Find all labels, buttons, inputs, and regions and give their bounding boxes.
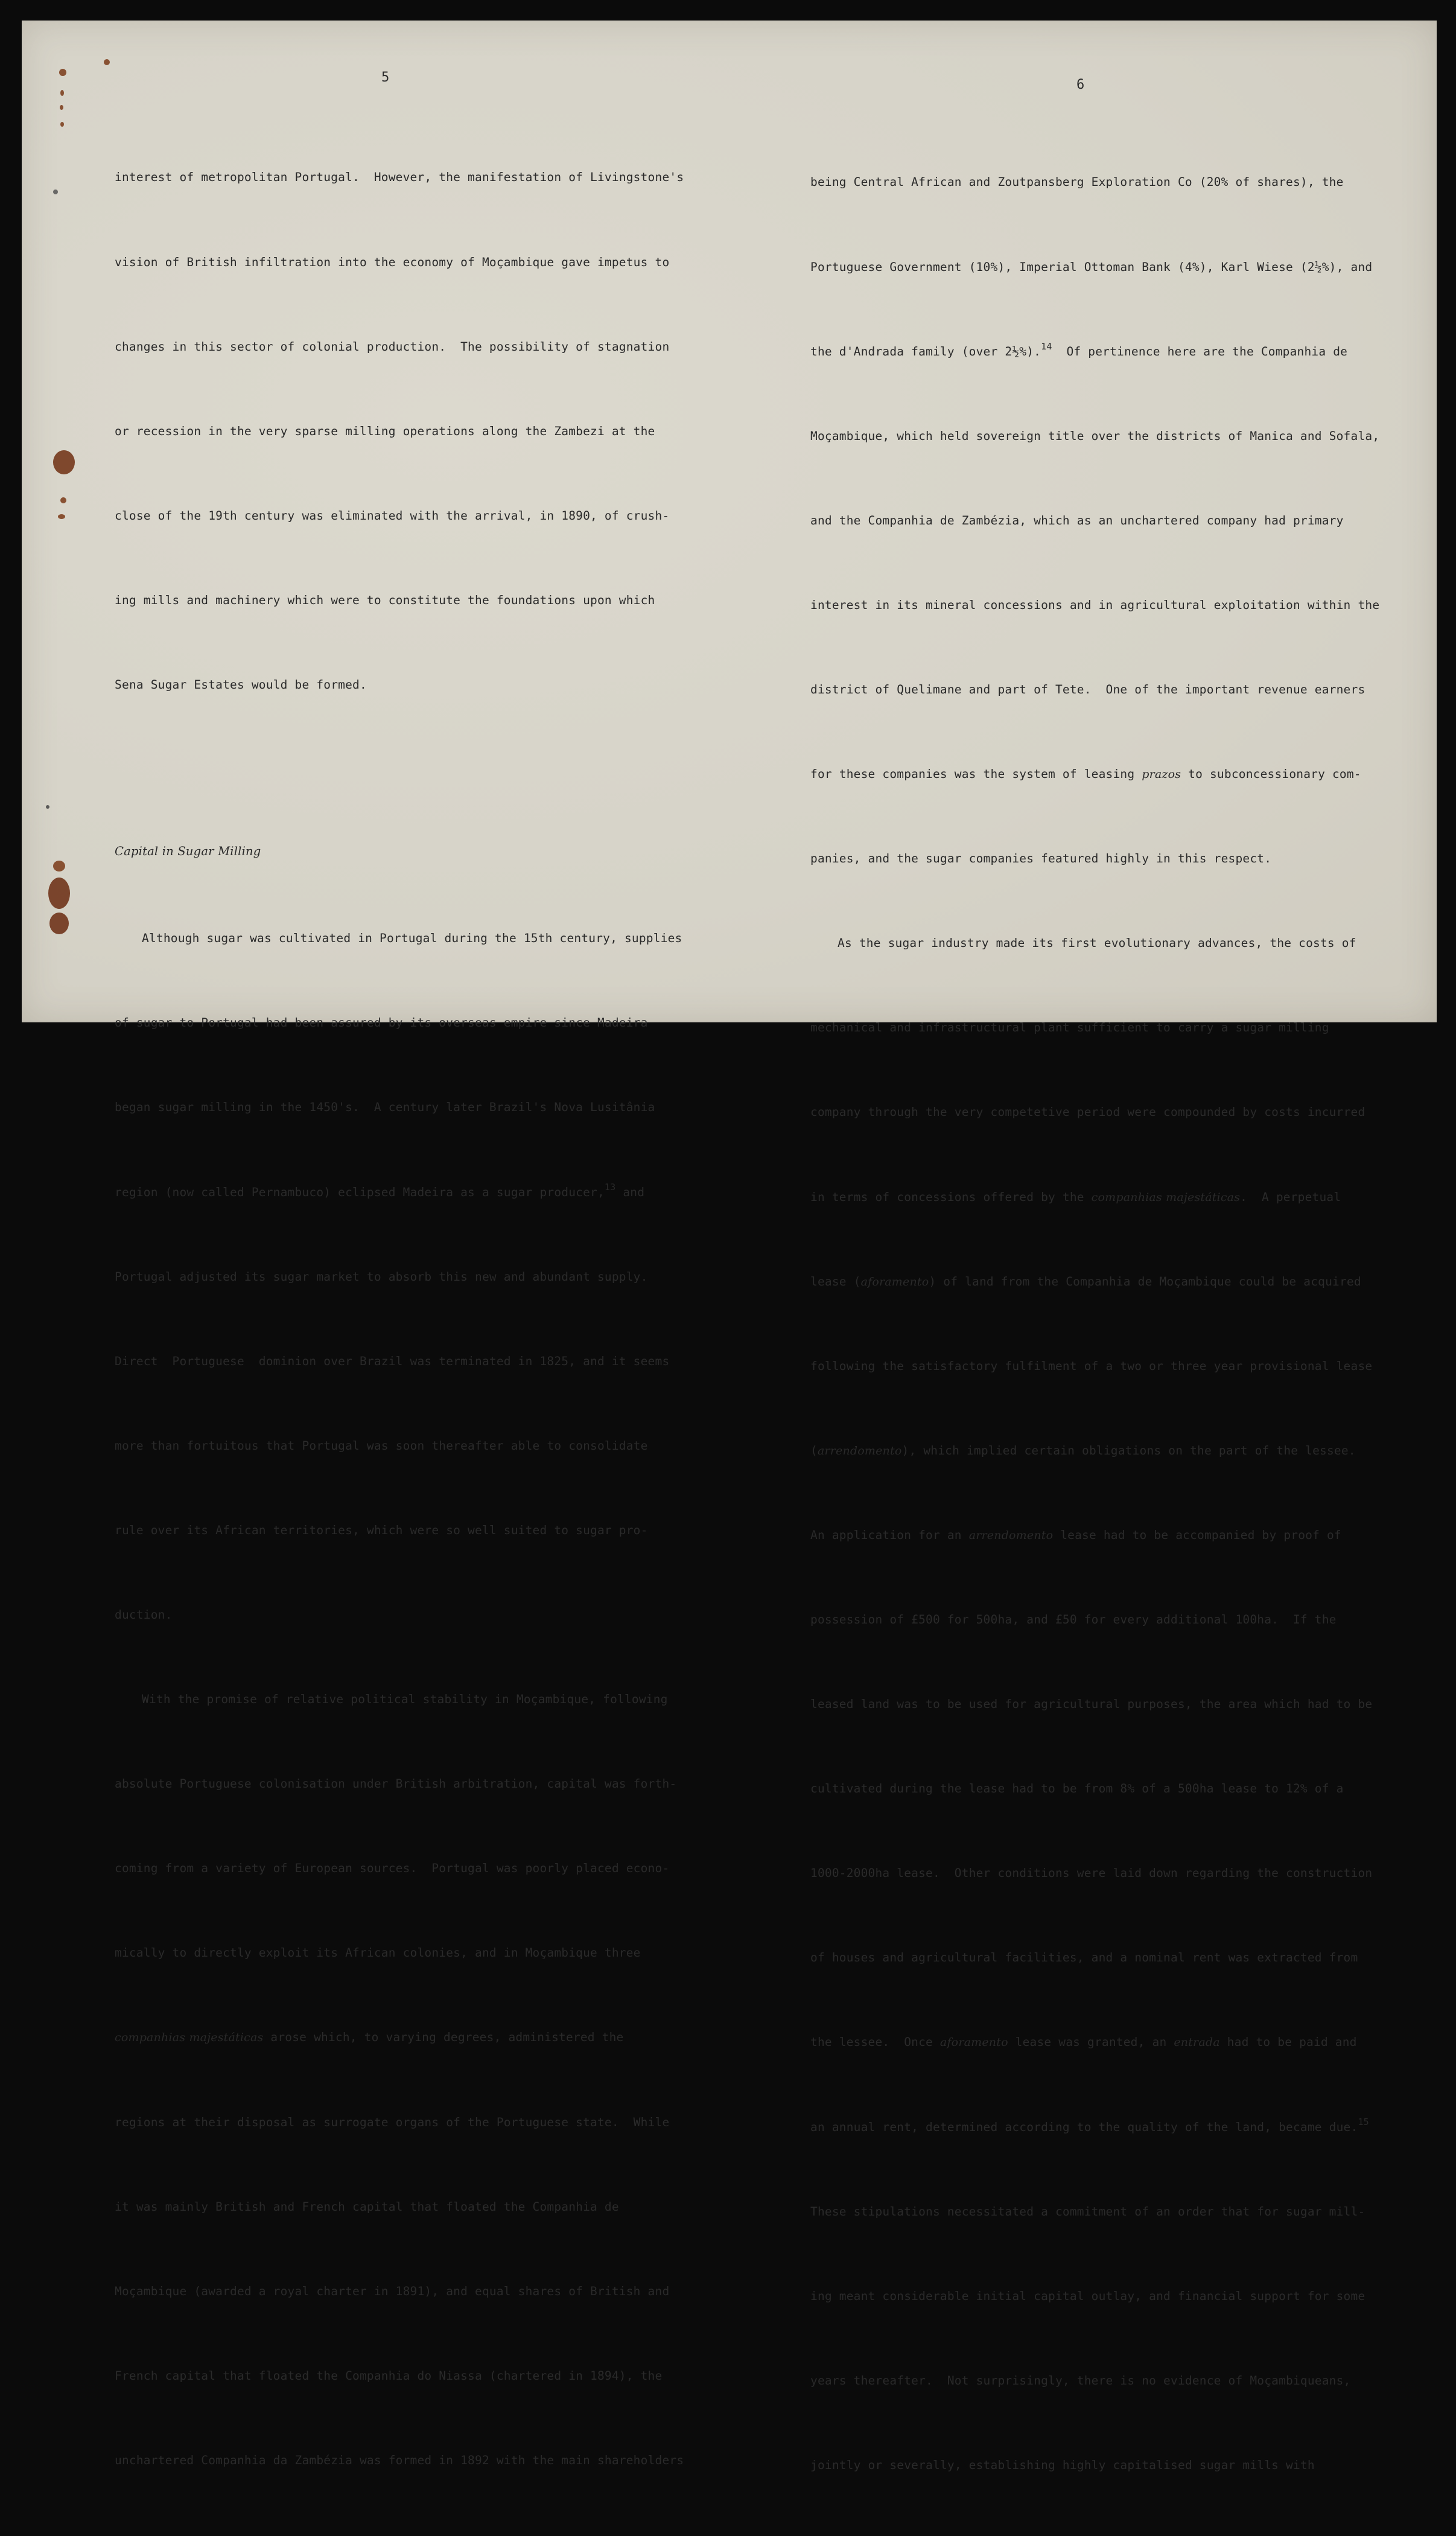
italic-term: entrada	[1174, 2036, 1220, 2050]
text-line	[810, 1268, 1379, 1296]
text-line: 1000-2000ha lease. Other conditions were laid down regarding the construction	[810, 1866, 1373, 1881]
text-line: Portugal adjusted its sugar market to absorb this new and abundant supply.	[115, 1269, 648, 1284]
text-line	[810, 1437, 1379, 1465]
text-fragment: lease had to be accompanied by proof of	[1053, 1528, 1341, 1542]
text-line: changes in this sector of colonial production. The possibility of stagnation	[115, 339, 670, 354]
page-number-left: 5	[381, 70, 390, 85]
text-line: interest in its mineral concessions and in agricultural exploitation within the	[810, 597, 1380, 612]
text-line: As the sugar industry made its first evolutionary advances, the costs of	[838, 936, 1356, 951]
stain-mark	[60, 122, 64, 127]
text-line: district of Quelimane and part of Tete. One of the important revenue earners	[810, 682, 1365, 696]
binding-hole-stain	[53, 450, 75, 474]
footnote-ref: 14	[1041, 340, 1052, 352]
text-fragment: the lessee. Once	[810, 2035, 940, 2050]
text-line: or recession in the very sparse milling operations along the Zambezi at the	[115, 424, 655, 438]
text-line: ing mills and machinery which were to constitute the foundations upon which	[115, 593, 655, 607]
binding-hole-stain	[49, 913, 69, 934]
text-line	[810, 2028, 1379, 2057]
text-line: of houses and agricultural facilities, and a nominal rent was extracted from	[810, 1951, 1358, 1965]
scanned-document	[22, 21, 1437, 2472]
italic-term: prazos	[1142, 768, 1181, 782]
stain-mark	[60, 497, 66, 503]
italic-term: aforamento	[860, 1275, 929, 1289]
text-line: cultivated during the lease had to be from 8% of a 500ha lease to 12% of a	[810, 1782, 1344, 1796]
text-fragment: ), which implied certain obligations on the part of the lessee.	[901, 1443, 1356, 1458]
text-line: Moçambique, which held sovereign title over the districts of Manica and Sofala,	[810, 429, 1380, 443]
text-line: With the promise of relative political stability in Moçambique, following	[142, 1692, 668, 1707]
text-line: more than fortuitous that Portugal was soon thereafter able to consolidate	[115, 1438, 648, 1453]
stain-mark	[60, 105, 63, 110]
stain-mark	[58, 514, 65, 519]
right-page-text	[810, 112, 1379, 2536]
text-line: close of the 19th century was eliminated with the arrival, in 1890, of crush-	[115, 508, 670, 523]
stain-mark	[60, 90, 64, 96]
text-line: Moçambique (awarded a royal charter in 1891), and equal shares of British and	[115, 2284, 670, 2298]
stain-mark	[104, 59, 110, 65]
text-line: leased land was to be used for agricultural purposes, the area which had to be	[810, 1697, 1373, 1712]
text-line: regions at their disposal as surrogate organs of the Portuguese state. While	[115, 2115, 670, 2129]
text-fragment: the d'Andrada family (over 2½%).	[810, 344, 1041, 358]
text-line: ing meant considerable initial capital outlay, and financial support for some	[810, 2289, 1365, 2303]
italic-term: arrendomento	[968, 1528, 1054, 1542]
text-line	[115, 1179, 684, 1207]
text-line: rule over its African territories, which were so well suited to sugar pro-	[115, 1523, 648, 1537]
text-line: being Central African and Zoutpansberg Exploration Co (20% of shares), the	[810, 175, 1344, 190]
text-line: vision of British infiltration into the economy of Moçambique gave impetus to	[115, 255, 670, 269]
text-fragment: Of pertinence here are the Companhia de	[1052, 344, 1348, 358]
text-line: Sena Sugar Estates would be formed.	[115, 677, 367, 692]
text-line: coming from a variety of European sources. Portugal was poorly placed econo-	[115, 1861, 670, 1876]
italic-term: aforamento	[939, 2036, 1008, 2050]
text-line: Portuguese Government (10%), Imperial Ottoman Bank (4%), Karl Wiese (2½%), and	[810, 260, 1373, 274]
text-line	[810, 1521, 1379, 1550]
text-line: following the satisfactory fulfilment of a two or three year provisional lease	[810, 1359, 1373, 1373]
text-line: These stipulations necessitated a commitment of an order that for sugar mill-	[810, 2204, 1365, 2219]
text-line: and the Companhia de Zambézia, which as an unchartered company had primary	[810, 513, 1344, 527]
stain-mark	[46, 805, 49, 809]
footnote-ref: 13	[604, 1181, 616, 1193]
text-line: Direct Portuguese dominion over Brazil was terminated in 1825, and it seems	[115, 1354, 670, 1368]
text-fragment: in terms of concessions offered by the	[810, 1190, 1092, 1204]
text-line: duction.	[115, 1608, 173, 1622]
text-fragment: for these companies was the system of leasing	[810, 767, 1142, 782]
left-page-text	[115, 107, 684, 2531]
text-fragment: an annual rent, determined according to the quality of the land, became due.	[810, 2120, 1358, 2134]
text-fragment: ) of land from the Companhia de Moçambique could be acquired	[929, 1274, 1361, 1289]
stain-mark	[53, 190, 58, 194]
text-line: mically to directly exploit its African colonies, and in Moçambique three	[115, 1946, 641, 1960]
stain-mark	[59, 69, 66, 76]
text-fragment: region (now called Pernambuco) eclipsed Madeira as a sugar producer,	[115, 1185, 605, 1199]
text-line: years thereafter. Not surprisingly, there is no evidence of Moçambiqueans,	[810, 2373, 1351, 2388]
text-line: interest of metropolitan Portugal. However, the manifestation of Livingstone's	[115, 170, 684, 185]
text-fragment: to subconcessionary com-	[1181, 767, 1361, 782]
text-fragment: lease was granted, an	[1008, 2035, 1174, 2050]
page-number-right: 6	[1076, 77, 1085, 92]
text-fragment: . A perpetual	[1240, 1190, 1341, 1204]
italic-term: companhias majestáticas	[1091, 1190, 1241, 1204]
text-line: company through the very competetive period were compounded by costs incurred	[810, 1105, 1365, 1120]
text-line: it was mainly British and French capital that floated the Companhia de	[115, 2199, 619, 2214]
stain-mark	[53, 861, 65, 871]
italic-term: arrendomento	[817, 1444, 902, 1458]
binding-hole-stain	[48, 878, 70, 909]
text-fragment: An application for an	[810, 1528, 969, 1542]
text-line: began sugar milling in the 1450's. A century later Brazil's Nova Lusitânia	[115, 1100, 655, 1115]
text-fragment: (	[810, 1443, 818, 1458]
italic-term: companhias majestáticas	[115, 2031, 264, 2045]
text-fragment: arose which, to varying degrees, administered the	[263, 2030, 624, 2045]
text-line: of sugar to Portugal had been assured by its overseas empire since Madeira	[115, 1016, 648, 1030]
text-line	[115, 2024, 684, 2052]
text-line	[810, 760, 1379, 789]
text-line: unchartered Companhia da Zambézia was formed in 1892 with the main shareholders	[115, 2453, 684, 2467]
text-fragment: and	[615, 1185, 645, 1199]
text-line	[810, 338, 1379, 366]
text-line: Although sugar was cultivated in Portugal during the 15th century, supplies	[142, 931, 682, 946]
text-line: mechanical and infrastructural plant sufficient to carry a sugar milling	[810, 1021, 1329, 1035]
text-line: panies, and the sugar companies featured highly in this respect.	[810, 852, 1272, 866]
text-line: possession of £500 for 500ha, and £50 for every additional 100ha. If the	[810, 1613, 1337, 1626]
text-line	[810, 1184, 1379, 1212]
footnote-ref: 15	[1358, 2116, 1369, 2127]
text-fragment: lease (	[810, 1274, 861, 1289]
section-heading: Capital in Sugar Milling	[115, 844, 261, 859]
text-line: jointly or severally, establishing highly capitalised sugar mills with	[810, 2458, 1315, 2472]
text-line	[810, 2114, 1379, 2142]
text-line: absolute Portuguese colonisation under British arbitration, capital was forth-	[115, 1777, 677, 1791]
text-fragment: had to be paid and	[1219, 2035, 1357, 2050]
text-line: French capital that floated the Companhia do Niassa (chartered in 1894), the	[115, 2368, 663, 2383]
